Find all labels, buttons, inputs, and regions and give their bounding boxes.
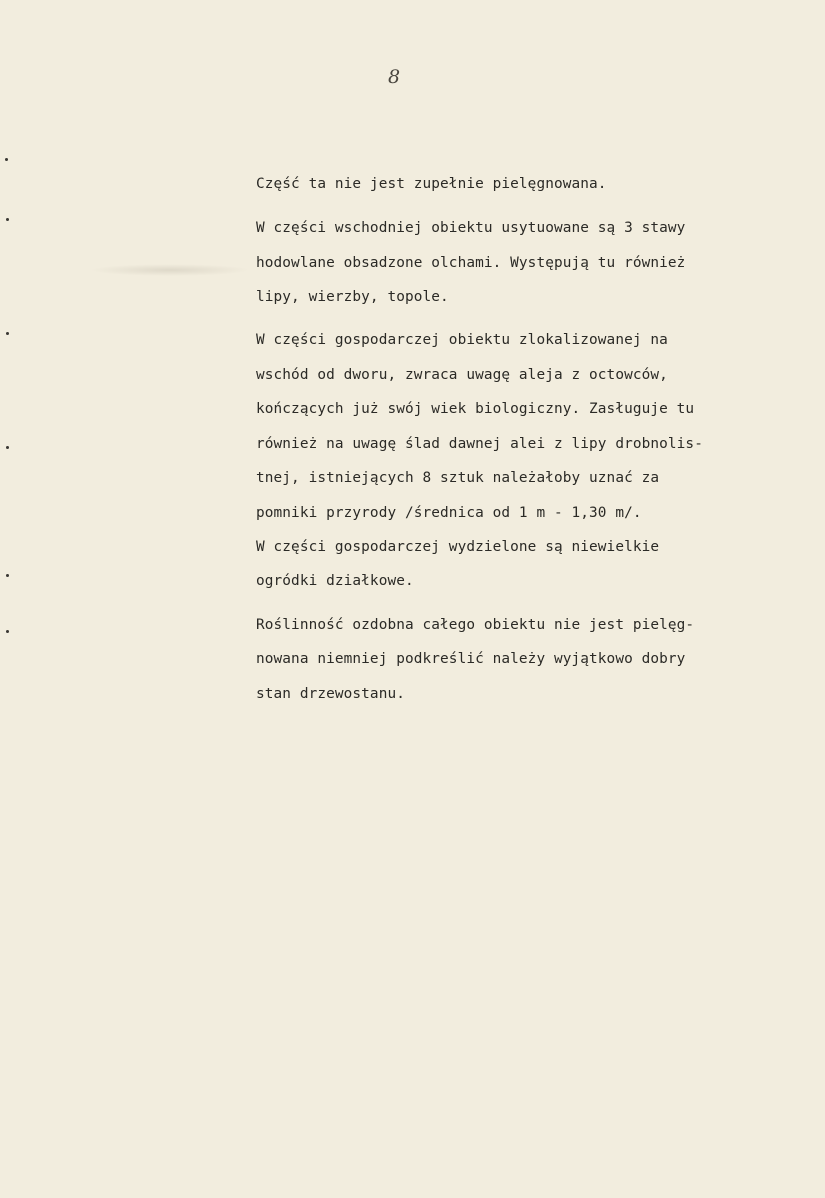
text-line: wschód od dworu, zwraca uwagę aleja z octowców, [256, 367, 668, 383]
text-line: W części gospodarczej obiektu zlokalizowanej na [256, 332, 668, 348]
margin-mark [5, 158, 8, 161]
text-line: Część ta nie jest zupełnie pielęgnowana. [256, 176, 607, 192]
text-line: stan drzewostanu. [256, 686, 405, 702]
margin-mark [6, 446, 9, 449]
text-line: kończących już swój wiek biologiczny. Zasługuje tu [256, 401, 695, 417]
margin-mark [6, 218, 9, 221]
text-line: W części gospodarczej wydzielone są niewielkie [256, 539, 660, 555]
margin-mark [6, 630, 9, 633]
margin-mark [6, 332, 9, 335]
text-line: lipy, wierzby, topole. [256, 289, 449, 305]
text-line: ogródki działkowe. [256, 573, 414, 589]
text-line: W części wschodniej obiektu usytuowane są 3 stawy [256, 220, 686, 236]
text-line: hodowlane obsadzone olchami. Występują tu również [256, 255, 686, 271]
text-line: Roślinność ozdobna całego obiektu nie jest pielęg- [256, 617, 695, 633]
text-line: pomniki przyrody /średnica od 1 m - 1,30 m/. [256, 505, 642, 521]
text-line: również na uwagę ślad dawnej alei z lipy drobnolis- [256, 436, 703, 452]
paper-smudge [90, 264, 250, 276]
page-number: 8 [388, 66, 401, 88]
text-line: nowana niemniej podkreślić należy wyjątkowo dobry [256, 651, 686, 667]
margin-mark [6, 574, 9, 577]
text-line: tnej, istniejących 8 sztuk należałoby uznać za [256, 470, 660, 486]
